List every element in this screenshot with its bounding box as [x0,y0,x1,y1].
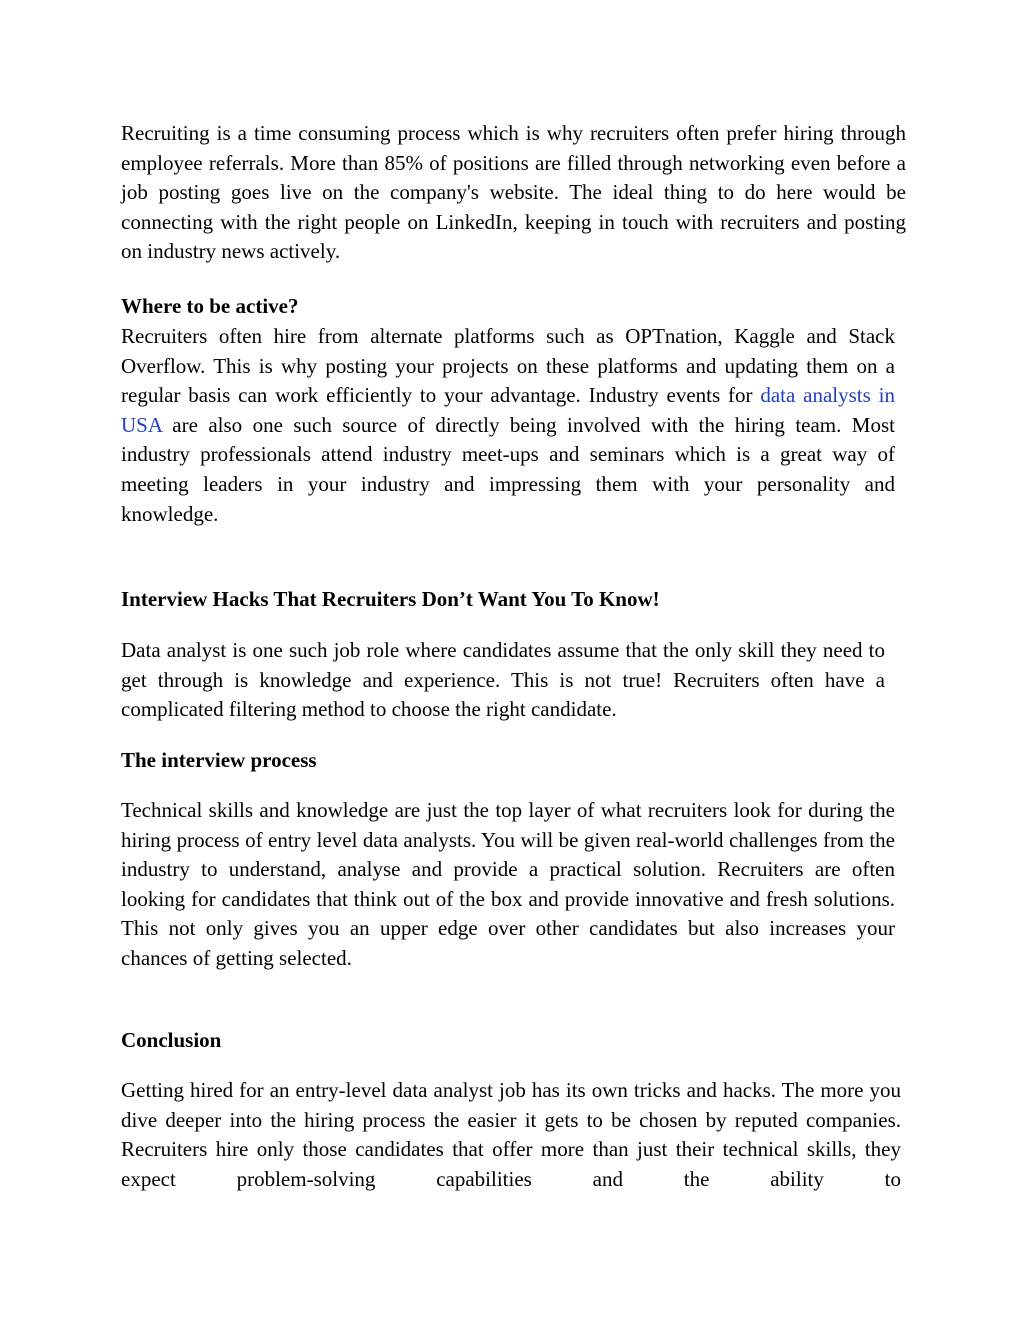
data-analysts-usa-link[interactable]: data analysts in USA [121,383,895,437]
intro-paragraph-text: Recruiting is a time consuming process which is why recruiters often prefer hiring through employee referrals. More than 85% of positions are filled through networking even before a job posting goes live on the company's website. The ideal thing to do here would be connecting with the right people on LinkedIn, keeping in touch with recruiters and posting on industry news actively. [121,121,906,264]
where-paragraph-text-end: are also one such source of directly being involved with the hiring team. Most industry professionals attend industry meet-ups and seminars which is a great way of meeting leaders in your industry and impressing them with your personality and knowledge. [121,412,895,526]
where-to-be-active-paragraph [121,322,895,529]
where-to-be-active-heading: Where to be active? [121,294,299,318]
intro-paragraph [121,119,906,267]
interview-hacks-paragraph: Data analyst is one such job role where candidates assume that the only skill they need to get through is knowledge and experience. This is not true! Recruiters often have a complicated filtering method to choose the right candidate. [121,638,885,722]
interview-process-paragraph: Technical skills and knowledge are just the top layer of what recruiters look for during the hiring process of entry level data analysts. You will be given real-world challenges from the industry to understand, analyse and provide a practical solution. Recruiters are often looking for candidates that think out of the box and provide innovative and fresh solutions. This not only gives you an upper edge over other candidates but also increases your chances of getting selected. [121,798,895,970]
interview-process-heading: The interview process [121,748,317,772]
interview-hacks-heading: Interview Hacks That Recruiters Don’t Want You To Know! [121,587,660,611]
where-paragraph-text-start: Recruiters often hire from alternate platforms such as OPTnation, Kaggle and Stack Overflow. This is why posting your projects on these platforms and updating them on a regular basis can work efficiently to your advantage. Industry events for [121,324,895,408]
conclusion-paragraph: Getting hired for an entry-level data analyst job has its own tricks and hacks. The more you dive deeper into the hiring process the easier it gets to be chosen by reputed companies. Recruiters hire only those candidates that offer more than just their technical skills, they expect problem-solving capabilities and the ability to [121,1078,901,1191]
conclusion-heading: Conclusion [121,1028,222,1052]
